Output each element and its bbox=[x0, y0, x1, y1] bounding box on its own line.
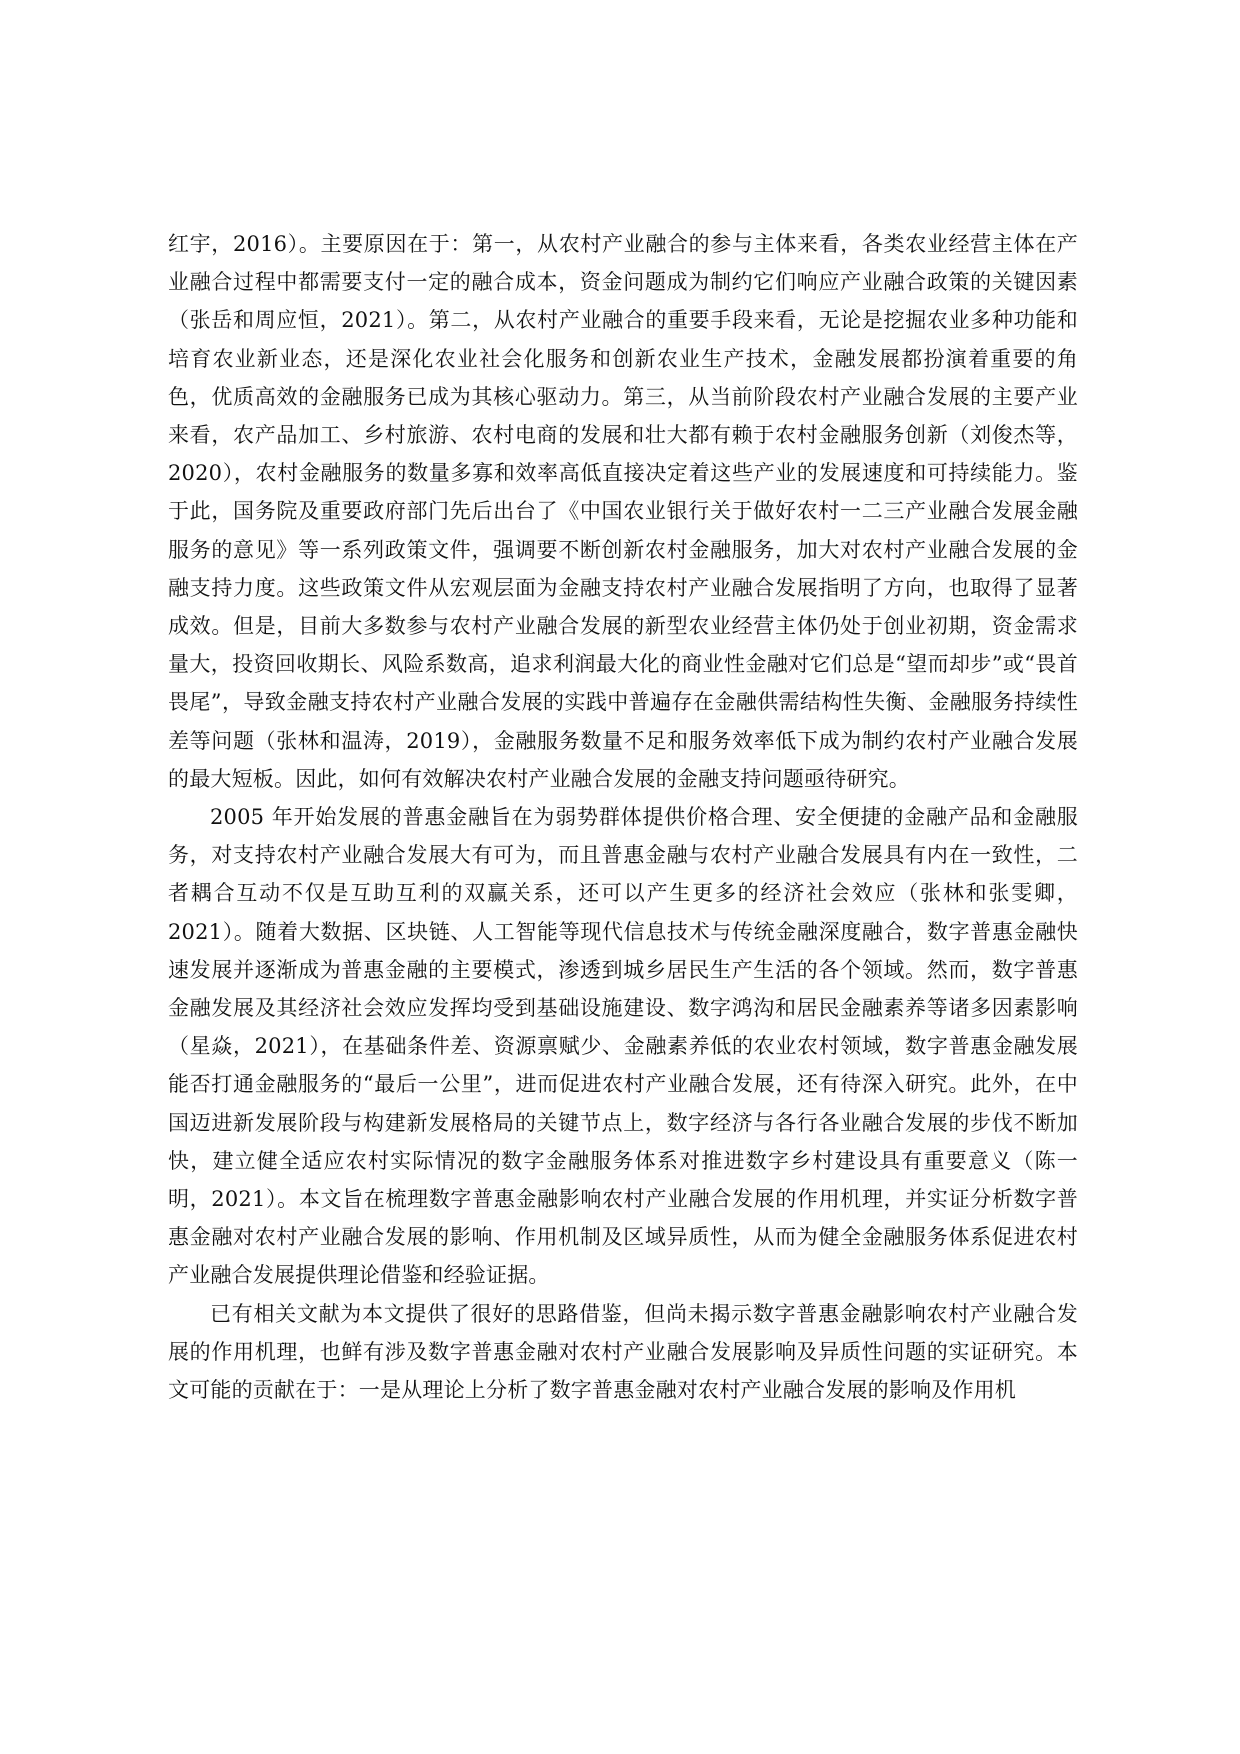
paragraph-digital-inclusive-finance: 2005 年开始发展的普惠金融旨在为弱势群体提供价格合理、安全便捷的金融产品和金融服务，对支持农村产业融合发展大有可为，而且普惠金融与农村产业融合发展具有内在一致性，二者耦合互动不仅是互助互利的双赢关系，还可以产生更多的经济社会效应（张林和张雯卿，2021）。随着大数据、区块链、人工智能等现代信息技术与传统金融深度融合，数字普惠金融快速发展并逐渐成为普惠金融的主要模式，渗透到城乡居民生产生活的各个领域。然而，数字普惠金融发展及其经济社会效应发挥均受到基础设施建设、数字鸿沟和居民金融素养等诸多因素影响（星焱，2021），在基础条件差、资源禀赋少、金融素养低的农业农村领域，数字普惠金融发展能否打通金融服务的“最后一公里”，进而促进农村产业融合发展，还有待深入研究。此外，在中国迈进新发展阶段与构建新发展格局的关键节点上，数字经济与各行各业融合发展的步伐不断加快，建立健全适应农村实际情况的数字金融服务体系对推进数字乡村建设具有重要意义（陈一明，2021）。本文旨在梳理数字普惠金融影响农村产业融合发展的作用机理，并实证分析数字普惠金融对农村产业融合发展的影响、作用机制及区域异质性，从而为健全金融服务体系促进农村产业融合发展提供理论借鉴和经验证据。 bbox=[168, 805, 1078, 1288]
document-page bbox=[168, 225, 1078, 1409]
paragraph-rural-finance-background: 红宇，2016）。主要原因在于：第一，从农村产业融合的参与主体来看，各类农业经营主体在产业融合过程中都需要支付一定的融合成本，资金问题成为制约它们响应产业融合政策的关键因素（张岳和周应恒，2021）。第二，从农村产业融合的重要手段来看，无论是挖掘农业多种功能和培育农业新业态，还是深化农业社会化服务和创新农业生产技术，金融发展都扮演着重要的角色，优质高效的金融服务已成为其核心驱动力。第三，从当前阶段农村产业融合发展的主要产业来看，农产品加工、乡村旅游、农村电商的发展和壮大都有赖于农村金融服务创新（刘俊杰等，2020），农村金融服务的数量多寡和效率高低直接决定着这些产业的发展速度和可持续能力。鉴于此，国务院及重要政府部门先后出台了《中国农业银行关于做好农村一二三产业融合发展金融服务的意见》等一系列政策文件，强调要不断创新农村金融服务，加大对农村产业融合发展的金融支持力度。这些政策文件从宏观层面为金融支持农村产业融合发展指明了方向，也取得了显著成效。但是，目前大多数参与农村产业融合发展的新型农业经营主体仍处于创业初期，资金需求量大，投资回收期长、风险系数高，追求利润最大化的商业性金融对它们总是“望而却步”或“畏首畏尾”，导致金融支持农村产业融合发展的实践中普遍存在金融供需结构性失衡、金融服务持续性差等问题（张林和温涛，2019），金融服务数量不足和服务效率低下成为制约农村产业融合发展的最大短板。因此，如何有效解决农村产业融合发展的金融支持问题亟待研究。 bbox=[168, 232, 1078, 791]
paragraph-contributions: 已有相关文献为本文提供了很好的思路借鉴，但尚未揭示数字普惠金融影响农村产业融合发展的作用机理，也鲜有涉及数字普惠金融对农村产业融合发展影响及异质性问题的实证研究。本文可能的贡献在于：一是从理论上分析了数字普惠金融对农村产业融合发展的影响及作用机 bbox=[168, 1301, 1078, 1403]
